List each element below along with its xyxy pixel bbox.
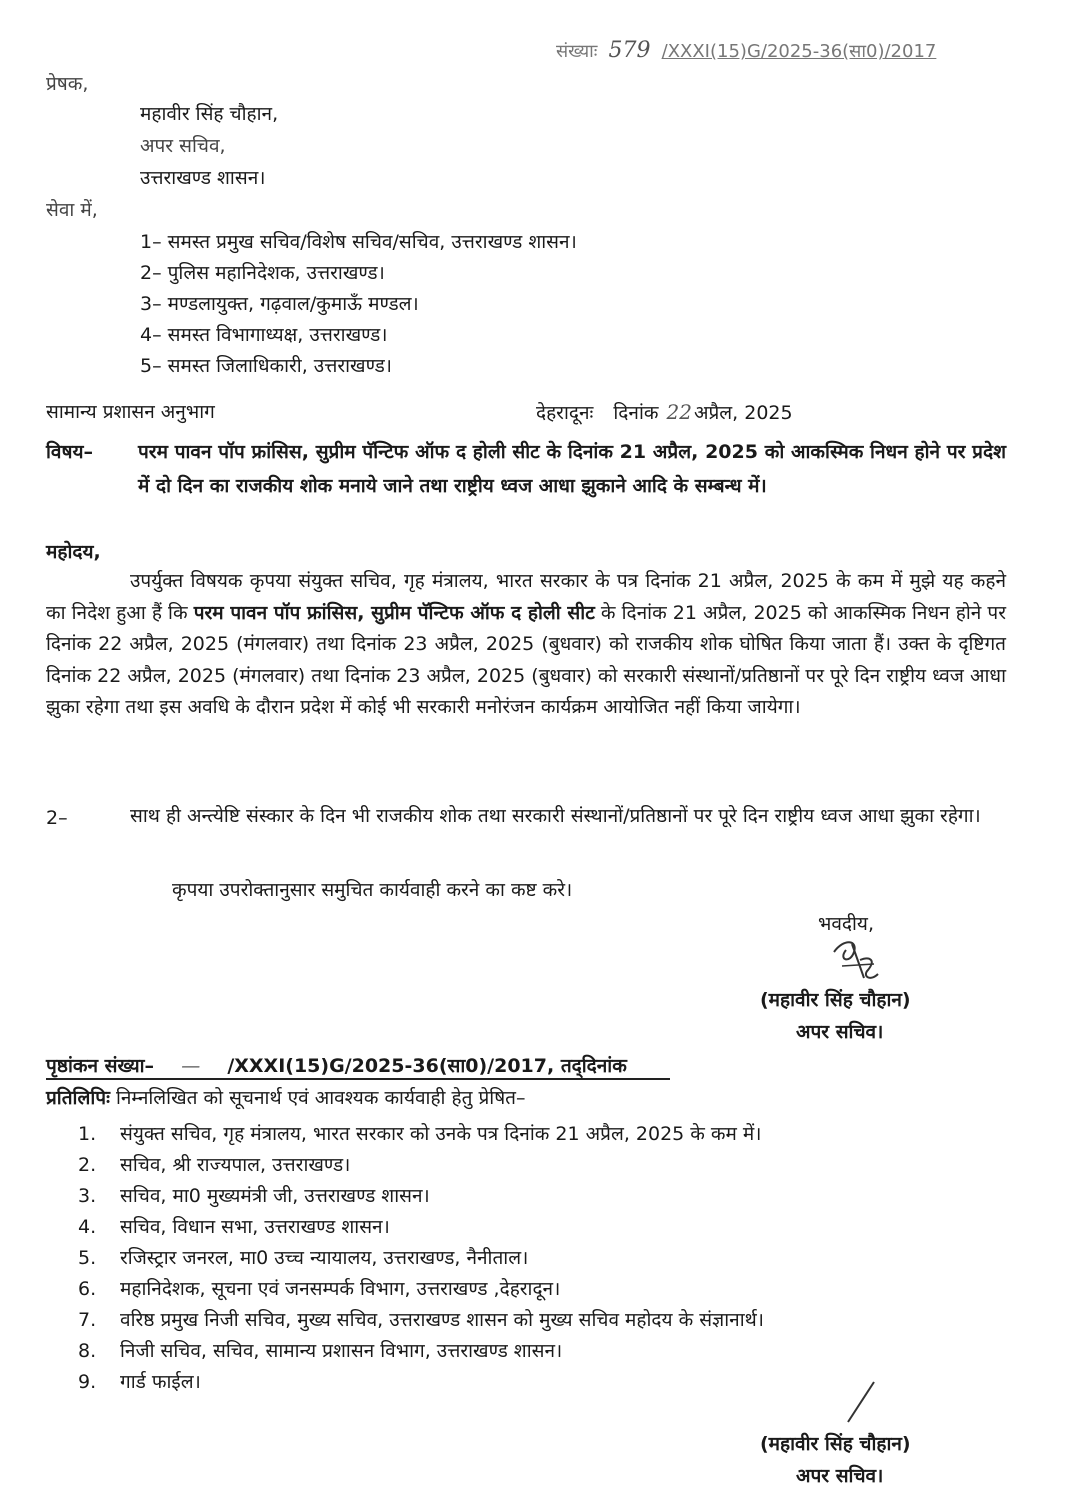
subject-label: विषय– — [46, 441, 93, 463]
request-line: कृपया उपरोक्तानुसार समुचित कार्यवाही करने का कष्ट करे। — [172, 879, 573, 901]
ref-handwritten-number: 579 — [608, 38, 651, 63]
copy-to-line — [46, 1086, 526, 1110]
copy-to-text: निम्नलिखित को सूचनार्थ एवं आवश्यक कार्यवाही हेतु प्रेषित– — [115, 1087, 526, 1109]
cc-item: 9. गार्ड फाईल। — [78, 1371, 201, 1393]
signatory-designation-2: अपर सचिव। — [796, 1465, 884, 1487]
signatory-designation: अपर सचिव। — [796, 1021, 884, 1043]
cc-item: 7. वरिष्ठ प्रमुख निजी सचिव, मुख्य सचिव, उत्तराखण्ड शासन को मुख्य सचिव महोदय के संज्ञानार्थ। — [78, 1309, 764, 1331]
sender-name: महावीर सिंह चौहान, — [140, 103, 279, 125]
recipient-item: 1– समस्त प्रमुख सचिव/विशेष सचिव/सचिव, उत्तराखण्ड शासन। — [140, 231, 577, 253]
cc-item: 4. सचिव, विधान सभा, उत्तराखण्ड शासन। — [78, 1216, 390, 1238]
cc-item: 1. संयुक्त सचिव, गृह मंत्रालय, भारत सरकार को उनके पत्र दिनांक 21 अप्रैल, 2025 के कम में। — [78, 1123, 762, 1145]
cc-item: 6. महानिदेशक, सूचना एवं जनसम्पर्क विभाग, उत्तराखण्ड ,देहरादून। — [78, 1278, 561, 1300]
recipient-label: सेवा में, — [46, 199, 98, 221]
subject-text: परम पावन पॉप फ्रांसिस, सुप्रीम पॅन्टिफ ऑफ द होली सीट के दिनांक 21 अप्रैल, 2025 को आकस्मिक निधन होने पर प्रदेश में दो दिन का राजकीय शोक मनाये जाने तथा राष्ट्रीय ध्वज आधा झुकाने आदि के सम्बन्ध में। — [138, 441, 1006, 497]
copy-to-label: प्रतिलिपिः — [46, 1087, 110, 1109]
paragraph-1 — [46, 566, 1006, 724]
cc-item: 5. रजिस्ट्रार जनरल, मा0 उच्च न्यायालय, उत्तराखण्ड, नैनीताल। — [78, 1247, 529, 1269]
signature-mark — [824, 930, 894, 992]
paragraph-1-bold: परम पावन पॉप फ्रांसिस, सुप्रीम पॅन्टिफ ऑफ द होली सीट — [193, 601, 595, 624]
salutation: महोदय, — [46, 541, 101, 563]
signatory-name: (महावीर सिंह चौहान) — [760, 989, 911, 1011]
endorsement-number — [46, 1054, 627, 1078]
date-label: दिनांक — [613, 402, 659, 424]
recipient-item: 3– मण्डलायुक्त, गढ़वाल/कुमाऊँ मण्डल। — [140, 293, 419, 315]
paragraph-2: साथ ही अन्त्येष्टि संस्कार के दिन भी राजकीय शोक तथा सरकारी संस्थानों/प्रतिष्ठानों पर पूरे दिन राष्ट्रीय ध्वज आधा झुका रहेगा। — [130, 805, 981, 827]
ref-prefix: संख्याः — [556, 41, 598, 62]
date-handwritten-day: 22 — [666, 400, 692, 424]
date-rest: अप्रैल, 2025 — [693, 402, 793, 424]
recipient-item: 4– समस्त विभागाध्यक्ष, उत्तराखण्ड। — [140, 324, 388, 346]
endorsement-underline — [46, 1078, 670, 1080]
recipient-item: 5– समस्त जिलाधिकारी, उत्तराखण्ड। — [140, 355, 392, 377]
cc-item: 2. सचिव, श्री राज्यपाल, उत्तराखण्ड। — [78, 1154, 351, 1176]
sender-designation: अपर सचिव, — [140, 135, 226, 157]
signature-stroke — [840, 1378, 880, 1428]
signatory-name-2: (महावीर सिंह चौहान) — [760, 1433, 911, 1455]
cc-item: 8. निजी सचिव, सचिव, सामान्य प्रशासन विभाग, उत्तराखण्ड शासन। — [78, 1340, 563, 1362]
endorsement-slash-mark: — — [181, 1055, 201, 1077]
date-place: देहरादूनः — [536, 402, 594, 424]
reference-number — [556, 38, 936, 63]
cc-item: 3. सचिव, मा0 मुख्यमंत्री जी, उत्तराखण्ड शासन। — [78, 1185, 430, 1207]
sender-label: प्रेषक, — [46, 73, 89, 95]
paragraph-1-part1: उपर्युक्त विषयक कृपया संयुक्त सचिव, गृह मंत्रालय, भारत सरकार के पत्र दिनांक 21 अप्रैल, 2025 के कम में मुझे यह कहने का निदेश हुआ हैं कि — [46, 570, 1006, 624]
endorsement-prefix: पृष्ठांकन संख्या– — [46, 1055, 155, 1077]
recipient-item: 2– पुलिस महानिदेशक, उत्तराखण्ड। — [140, 262, 385, 284]
closing: भवदीय, — [818, 913, 874, 935]
department: सामान्य प्रशासन अनुभाग — [46, 401, 215, 423]
paragraph-1-part2: के दिनांक 21 अप्रैल, 2025 को आकस्मिक निधन होने पर दिनांक 22 अप्रैल, 2025 (मंगलवार) तथा दिनांक 23 अप्रैल, 2025 (बुधवार) को राजकीय शोक घोषित किया जाता हैं। उक्त के दृष्टिगत दिनांक 22 अप्रैल, 2025 (मंगलवार) तथा दिनांक 23 अप्रैल, 2025 (बुधवार) को सरकारी संस्थानों/प्रतिष्ठानों पर पूरे दिन राष्ट्रीय ध्वज आधा झुका रहेगा तथा इस अवधि के दौरान प्रदेश में कोई भी सरकारी मनोरंजन कार्यक्रम आयोजित नहीं किया जायेगा। — [46, 601, 1006, 718]
sender-office: उत्तराखण्ड शासन। — [140, 167, 266, 189]
ref-suffix: /XXXI(15)G/2025-36(सा0)/2017 — [661, 41, 937, 62]
paragraph-2-number: 2– — [46, 807, 68, 829]
letter-date — [536, 400, 793, 425]
endorsement-suffix: /XXXI(15)G/2025-36(सा0)/2017, तद्‌दिनांक — [227, 1055, 627, 1077]
